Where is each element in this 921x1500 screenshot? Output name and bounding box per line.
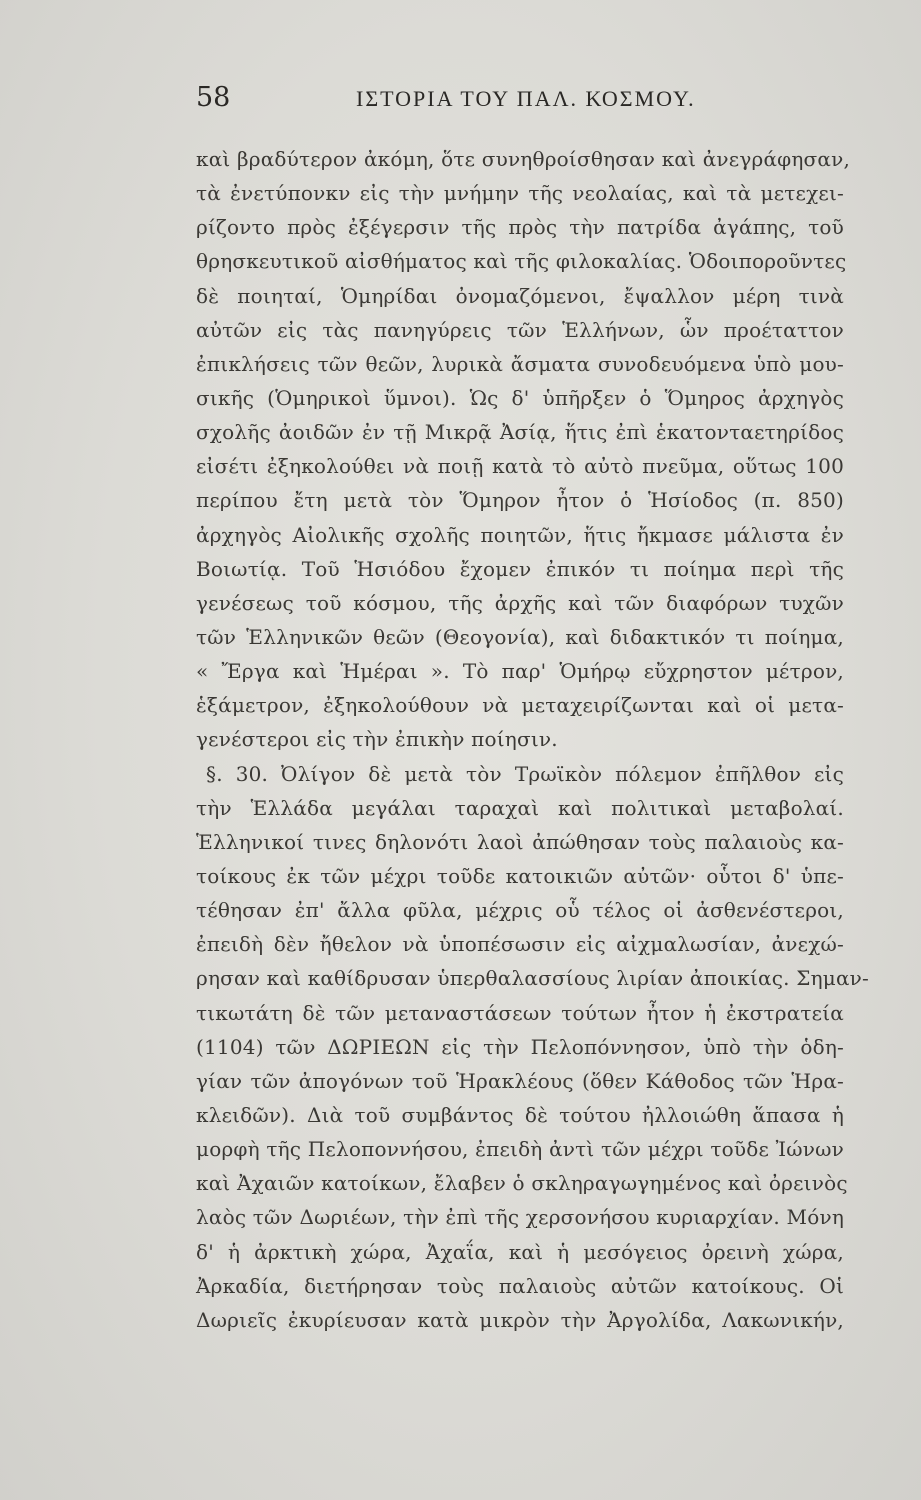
page-number: 58: [196, 82, 231, 113]
text-line: τικωτάτη δὲ τῶν μεταναστάσεων τούτων ἦτον ἡ ἐκστρατεία: [196, 1000, 844, 1025]
text-line: Δωριεῖς ἐκυρίευσαν κατὰ μικρὸν τὴν Ἀργολίδα, Λακωνικήν,: [196, 1307, 844, 1332]
text-line: τὴν Ἑλλάδα μεγάλαι ταραχαὶ καὶ πολιτικαὶ μεταβολαί.: [196, 795, 844, 820]
text-line: καὶ βραδύτερον ἀκόμη, ὅτε συνηθροίσθησαν καὶ ἀνεγράφησαν,: [196, 147, 851, 171]
text-line: ἐπειδὴ δὲν ἤθελον νὰ ὑποπέσωσιν εἰς αἰχμαλωσίαν, ἀνεχώ-: [196, 932, 844, 957]
text-line: περίπου ἔτη μετὰ τὸν Ὅμηρον ἦτον ὁ Ἡσίοδος (π. 850): [196, 488, 844, 513]
text-line: τοίκους ἐκ τῶν μέχρι τοῦδε κατοικιῶν αὐτῶν· οὗτοι δ' ὑπε-: [196, 863, 844, 888]
text-line: λαὸς τῶν Δωριέων, τὴν ἐπὶ τῆς χερσονήσου κυριαρχίαν. Μόνη: [196, 1205, 845, 1230]
text-line: αὐτῶν εἰς τὰς πανηγύρεις τῶν Ἑλλήνων, ὧν προέταττον: [196, 317, 844, 342]
text-line: Βοιωτίᾳ. Τοῦ Ἡσιόδου ἔχομεν ἐπικόν τι ποίημα περὶ τῆς: [196, 556, 844, 581]
text-line: δὲ ποιηταί, Ὁμηρίδαι ὀνομαζόμενοι, ἔψαλλον μέρη τινὰ: [196, 283, 844, 308]
text-line: ἀρχηγὸς Αἰολικῆς σχολῆς ποιητῶν, ἥτις ἤκμασε μάλιστα ἐν: [196, 522, 844, 547]
running-title: ΙΣΤΟΡΙΑ ΤΟΥ ΠΑΛ. ΚΟΣΜΟΥ.: [356, 86, 696, 111]
text-line: Ἑλληνικοί τινες δηλονότι λαοὶ ἀπώθησαν τοὺς παλαιοὺς κα-: [196, 829, 844, 854]
text-line: γίαν τῶν ἀπογόνων τοῦ Ἡρακλέους (ὅθεν Κάθοδος τῶν Ἡρα-: [196, 1068, 844, 1093]
text-line: μορφὴ τῆς Πελοποννήσου, ἐπειδὴ ἀντὶ τῶν μέχρι τοῦδε Ἰώνων: [196, 1137, 844, 1162]
text-line: δ' ἡ ἀρκτικὴ χώρα, Ἀχαΐα, καὶ ἡ μεσόγειος ὀρεινὴ χώρα,: [196, 1239, 844, 1264]
text-line: ἑξάμετρον, ἐξηκολούθουν νὰ μεταχειρίζωνται καὶ οἱ μετα-: [196, 693, 844, 718]
text-line: Ἀρκαδία, διετήρησαν τοὺς παλαιοὺς αὐτῶν κατοίκους. Οἱ: [196, 1273, 844, 1298]
text-line: γενέστεροι εἰς τὴν ἐπικὴν ποίησιν.: [196, 727, 558, 752]
text-line: ἐπικλήσεις τῶν θεῶν, λυρικὰ ἄσματα συνοδευόμενα ὑπὸ μου-: [196, 351, 844, 376]
text-line: (1104) τῶν ΔΩΡΙΕΩΝ εἰς τὴν Πελοπόννησον, ὑπὸ τὴν ὁδη-: [196, 1034, 844, 1059]
text-line: ρίζοντο πρὸς ἐξέγερσιν τῆς πρὸς τὴν πατρίδα ἀγάπης, τοῦ: [196, 215, 844, 240]
running-head: [196, 82, 848, 122]
text-line: « Ἔργα καὶ Ἡμέραι ». Τὸ παρ' Ὁμήρῳ εὔχρηστον μέτρον,: [196, 659, 844, 684]
text-line: γενέσεως τοῦ κόσμου, τῆς ἀρχῆς καὶ τῶν διαφόρων τυχῶν: [196, 590, 844, 615]
text-line: εἰσέτι ἐξηκολούθει νὰ ποιῇ κατὰ τὸ αὐτὸ πνεῦμα, οὕτως 100: [196, 454, 844, 479]
text-line: τὰ ἐνετύπονκν εἰς τὴν μνήμην τῆς νεολαίας, καὶ τὰ μετεχει-: [196, 181, 844, 206]
text-line: ρησαν καὶ καθίδρυσαν ὑπερθαλασσίους λιρίαν ἀποικίας. Σημαν-: [196, 966, 869, 991]
text-line: θρησκευτικοῦ αἰσθήματος καὶ τῆς φιλοκαλίας. Ὁδοιποροῦντες: [196, 249, 847, 274]
text-line: τῶν Ἑλληνικῶν θεῶν (Θεογονία), καὶ διδακτικόν τι ποίημα,: [196, 624, 844, 649]
section-heading-line: §. 30. Ὀλίγον δὲ μετὰ τὸν Τρωϊκὸν πόλεμον ἐπῆλθον εἰς: [206, 761, 844, 786]
text-line: σικῆς (Ὁμηρικοὶ ὕμνοι). Ὡς δ' ὑπῆρξεν ὁ Ὅμηρος ἀρχηγὸς: [196, 385, 844, 410]
text-line: καὶ Ἀχαιῶν κατοίκων, ἔλαβεν ὁ σκληραγωγημένος καὶ ὀρεινὸς: [196, 1171, 848, 1196]
text-line: κλειδῶν). Διὰ τοῦ συμβάντος δὲ τούτου ἠλλοιώθη ἅπασα ἡ: [196, 1102, 844, 1127]
text-line: τέθησαν ἐπ' ἄλλα φῦλα, μέχρις οὗ τέλος οἱ ἀσθενέστεροι,: [196, 898, 844, 923]
text-line: σχολῆς ἀοιδῶν ἐν τῇ Μικρᾷ Ἀσίᾳ, ἥτις ἐπὶ ἑκατονταετηρίδος: [196, 420, 844, 445]
body-text: [196, 142, 869, 1337]
